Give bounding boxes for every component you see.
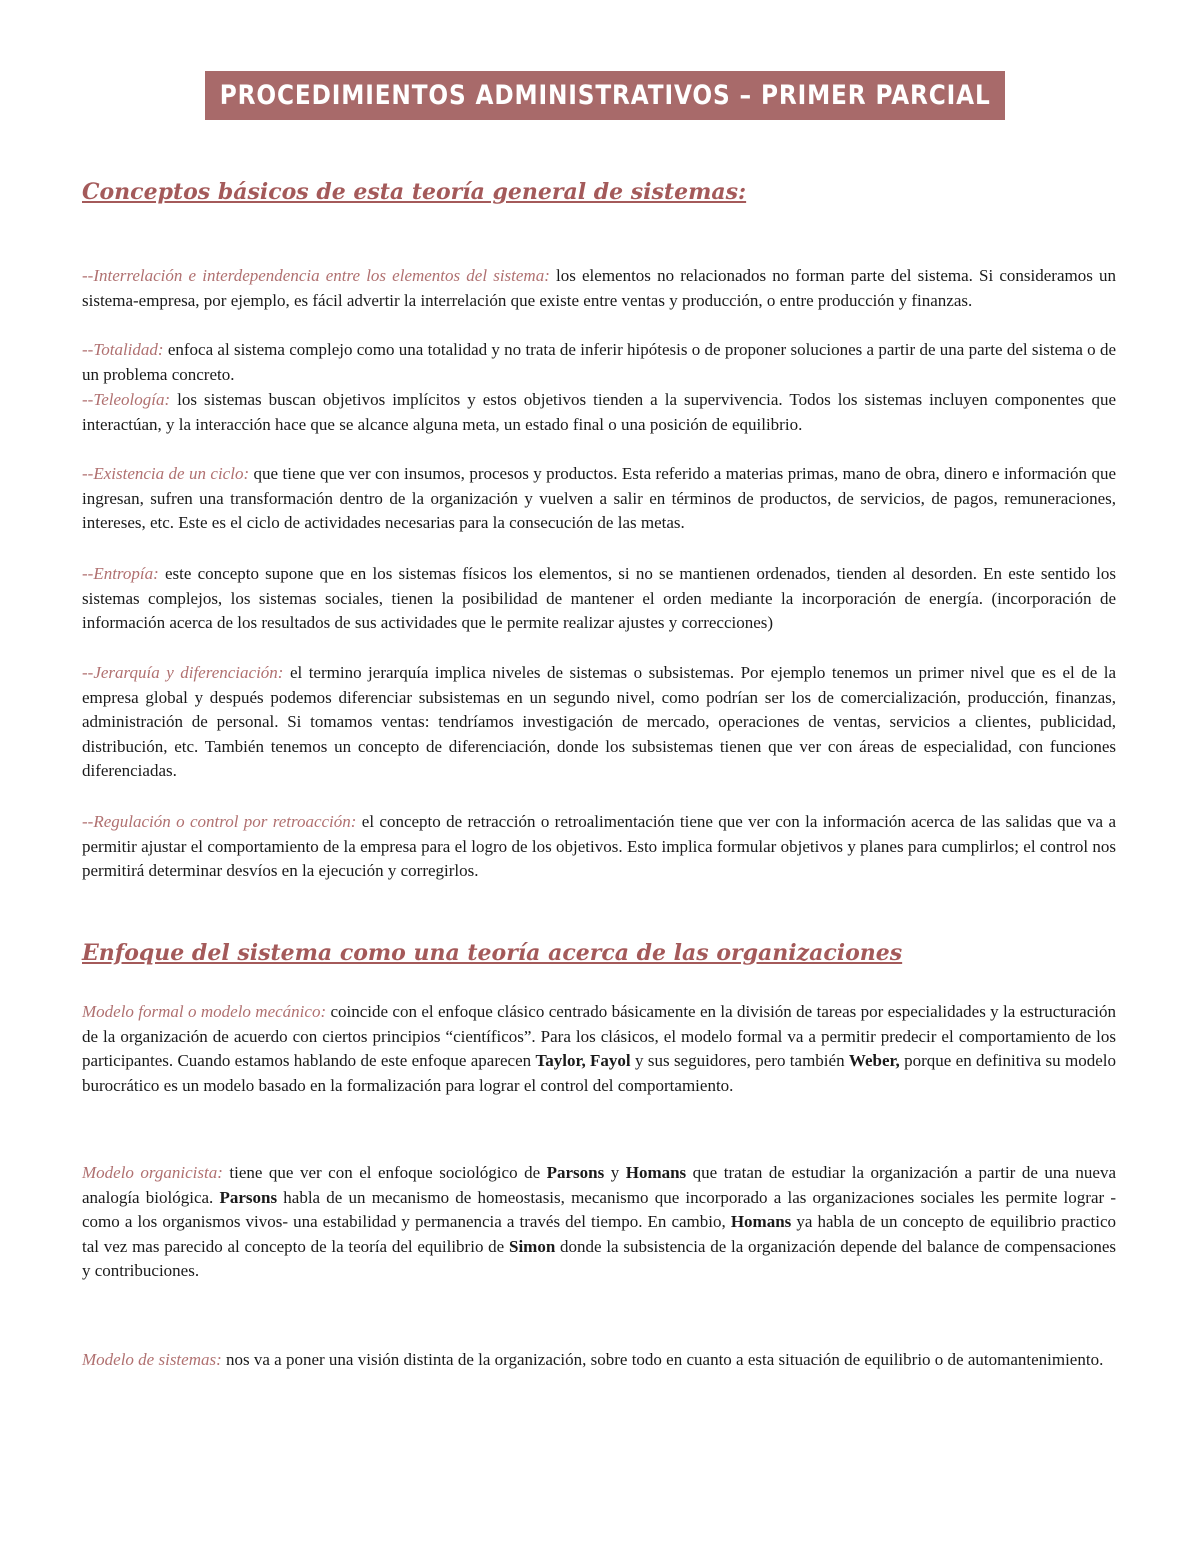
concept-text: los elementos no relacionados no forman parte del sistema. Si consideramos un sistema-empresa, por ejemplo, es fácil advertir la interrelación que existe entre ventas y producción, o entre producción y finanzas. <box>82 266 1116 310</box>
concept-text: enfoca al sistema complejo como una totalidad y no trata de inferir hipótesis o de proponer soluciones a partir de una parte del sistema o de un problema concreto. <box>82 340 1116 384</box>
author-name: Homans <box>625 1163 687 1182</box>
model-sistemas <box>82 1348 1116 1373</box>
model-text: tiene que ver con el enfoque sociológico de <box>222 1163 547 1182</box>
model-text: ya habla de un concepto de equilibrio practico tal vez mas parecido al concepto de la teoría del equilibrio de <box>82 1212 1116 1256</box>
model-text: y sus seguidores, pero también <box>630 1051 849 1071</box>
title-banner <box>205 71 1005 120</box>
concept-text: este concepto supone que en los sistemas físicos los elementos, si no se mantienen ordenados, tienden al desorden. En este sentido los sistemas complejos, los sistemas sociales, tienen la posibilidad de mantener el orden mediante la incorporación de energía. (incorporación de información acerca de los resultados de sus actividades que le permite realizar ajustes y correcciones) <box>82 564 1116 633</box>
concept-jerarquia <box>82 661 1116 784</box>
model-term: Modelo formal o modelo mecánico: <box>82 1002 327 1021</box>
concept-term: --Totalidad: <box>82 340 164 359</box>
concept-interrelacion <box>82 264 1116 313</box>
concept-term: --Entropía: <box>82 564 159 583</box>
model-text: habla de un mecanismo de homeostasis, mecanismo que incorporado a las organizaciones sociales les permite lograr -como a los organismos vivos- una estabilidad y permanencia a través del tiempo. En cambio, <box>82 1187 1116 1232</box>
concept-term: --Teleología: <box>82 390 171 409</box>
author-name: Taylor, Fayol <box>535 1051 631 1071</box>
page-title: PROCEDIMIENTOS ADMINISTRATIVOS – PRIMER PARCIAL <box>219 80 991 111</box>
model-text: donde la subsistencia de la organización depende del balance de compensaciones y contribuciones. <box>82 1236 1116 1281</box>
model-text: coincide con el enfoque clásico centrado básicamente en la división de tareas por especialidades y la estructuración de la organización de acuerdo con ciertos principios “científicos”. Para los clásicos, el modelo formal va a permitir predecir el comportamiento de los participantes. Cuando estamos hablando de este enfoque aparecen <box>82 1002 1116 1071</box>
concept-ciclo <box>82 462 1116 536</box>
concept-text: el concepto de retracción o retroalimentación tiene que ver con la información acerca de las salidas que va a permitir ajustar el comportamiento de la empresa para el logro de los objetivos. Esto implica formular objetivos y planes para cumplirlos; el control nos permitirá determinar desvíos en la ejecución y corregirlos. <box>82 812 1116 881</box>
author-name: Homans <box>730 1212 792 1232</box>
model-text: que tratan de estudiar la organización a partir de una nueva analogía biológica. <box>82 1163 1116 1207</box>
concept-teleologia <box>82 388 1116 437</box>
concept-text: que tiene que ver con insumos, procesos y productos. Esta referido a materias primas, mano de obra, dinero e información que ingresan, sufren una transformación dentro de la organización y vuelven a salir en términos de productos, de servicios, de pagos, remuneraciones, intereses, etc. Este es el ciclo de actividades necesarias para la consecución de las metas. <box>82 464 1116 533</box>
concept-text: los sistemas buscan objetivos implícitos y estos objetivos tienden a la supervivencia. Todos los sistemas incluyen componentes que interactúan, y la interacción hace que se alcance alguna meta, un estado final o una posición de equilibrio. <box>82 390 1116 434</box>
concept-term: --Jerarquía y diferenciación: <box>82 663 284 682</box>
model-term: Modelo organicista: <box>82 1163 223 1182</box>
concept-regulacion <box>82 810 1116 884</box>
author-name: Weber, <box>848 1051 900 1071</box>
concept-term: --Interrelación e interdependencia entre los elementos del sistema: <box>82 266 550 285</box>
author-name: Parsons <box>546 1163 605 1182</box>
section-heading-enfoque: Enfoque del sistema como una teoría acerca de las organizaciones <box>82 940 903 966</box>
concept-term: --Existencia de un ciclo: <box>82 464 250 483</box>
concept-term: --Regulación o control por retroacción: <box>82 812 357 831</box>
concept-text: el termino jerarquía implica niveles de sistemas o subsistemas. Por ejemplo tenemos un primer nivel que es el de la empresa global y después podemos diferenciar subsistemas en un segundo nivel, como podrían ser los de comercialización, producción, finanzas, administración de personal. Si tomamos ventas: tendríamos investigación de mercado, operaciones de ventas, servicios a clientes, publicidad, distribución, etc. También tenemos un concepto de diferenciación, donde los subsistemas tienen que ver con áreas de especialidad, con funciones diferenciadas. <box>82 663 1116 781</box>
concept-entropia <box>82 562 1116 636</box>
model-text: nos va a poner una visión distinta de la organización, sobre todo en cuanto a esta situación de equilibrio o de automantenimiento. <box>221 1350 1104 1369</box>
model-organicista <box>82 1161 1116 1284</box>
author-name: Simon <box>508 1236 556 1256</box>
model-term: Modelo de sistemas: <box>82 1350 222 1369</box>
concept-totalidad <box>82 338 1116 387</box>
section-heading-conceptos: Conceptos básicos de esta teoría general de sistemas: <box>82 179 747 205</box>
author-name: Parsons <box>219 1187 278 1207</box>
model-text: y <box>604 1163 626 1182</box>
model-text: porque en definitiva su modelo burocrático es un modelo basado en la formalización para lograr el control del comportamiento. <box>82 1051 1117 1095</box>
model-formal <box>82 1000 1116 1098</box>
